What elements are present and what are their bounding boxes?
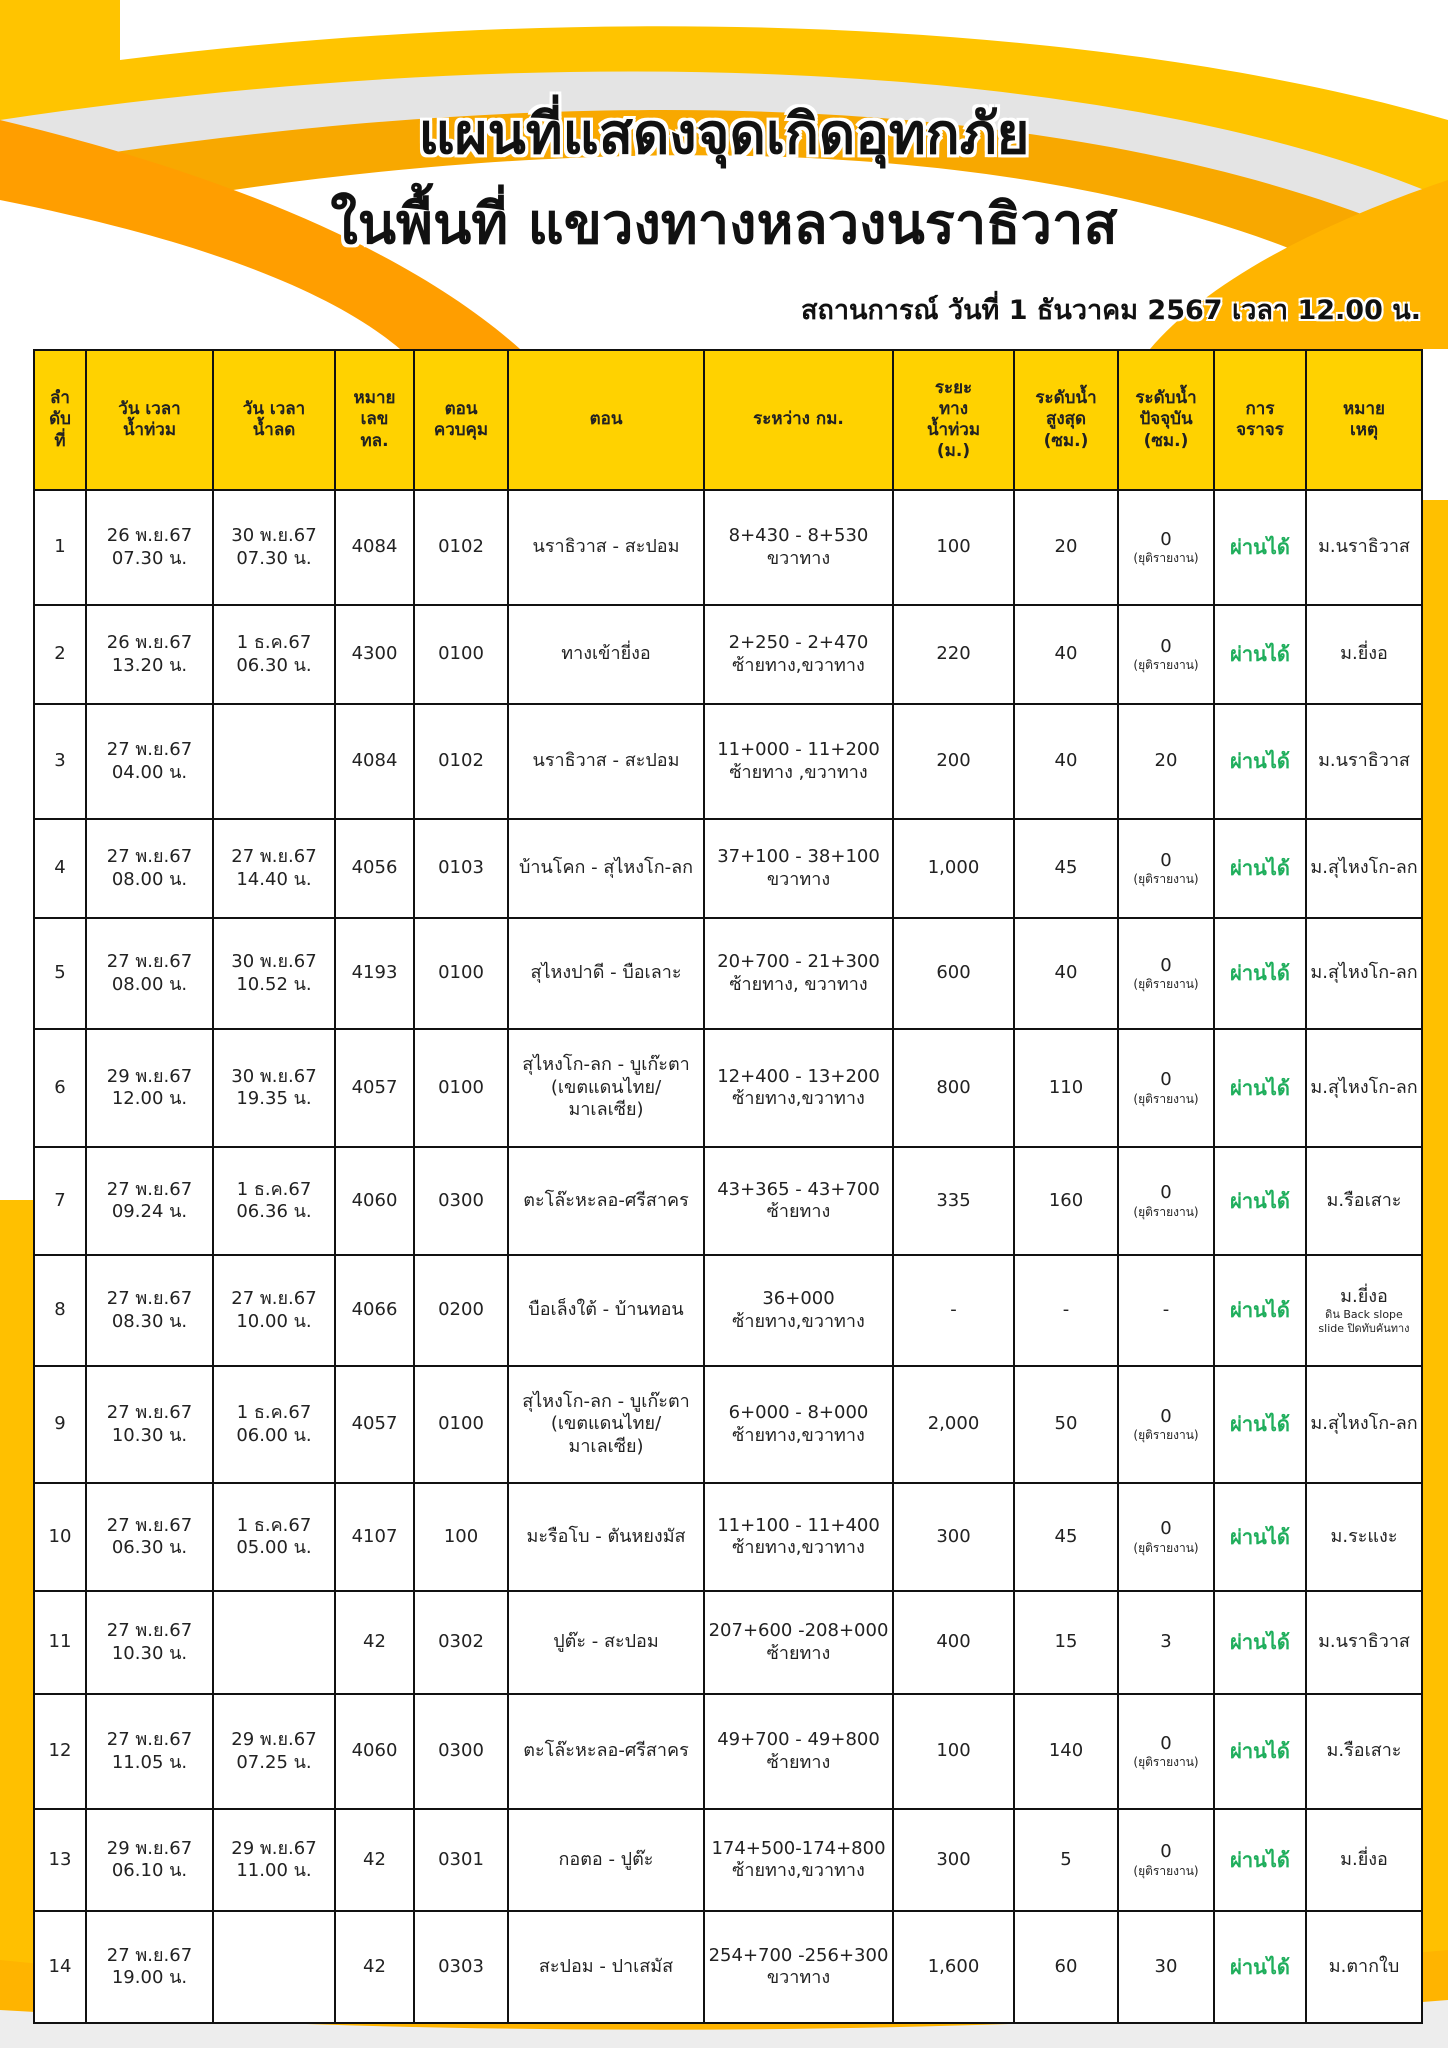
- page-title-line2: ในพื้นที่ แขวงทางหลวงนราธิวาส: [330, 192, 1118, 257]
- table-row: [34, 819, 1422, 918]
- cell-ctrl: 0300: [414, 1694, 508, 1809]
- cell-km: 6+000 - 8+000 ซ้ายทาง,ขวาทาง: [704, 1366, 893, 1483]
- traffic-status: ผ่านได้: [1214, 1255, 1306, 1366]
- cell-max: 15: [1014, 1591, 1118, 1694]
- column-header: ลำ ดับ ที่: [34, 350, 86, 490]
- cell-max: 40: [1014, 704, 1118, 819]
- column-header: หมาย เลข ทล.: [335, 350, 414, 490]
- remark: ม.นราธิวาส: [1318, 536, 1410, 558]
- cell-max: 45: [1014, 1483, 1118, 1591]
- cell-section: ตะโล๊ะหะลอ-ศรีสาคร: [508, 1694, 704, 1809]
- cell-km: 43+365 - 43+700 ซ้ายทาง: [704, 1147, 893, 1255]
- current-level-note: (ยุติรายงาน): [1133, 1428, 1199, 1443]
- cell-km: 8+430 - 8+530 ขวาทาง: [704, 490, 893, 605]
- current-level-note: (ยุติรายงาน): [1133, 551, 1199, 566]
- traffic-status: ผ่านได้: [1214, 819, 1306, 918]
- cell-km: 207+600 -208+000 ซ้ายทาง: [704, 1591, 893, 1694]
- cell-no: 6: [34, 1029, 86, 1147]
- current-level: 0: [1160, 1405, 1172, 1427]
- current-level-note: (ยุติรายงาน): [1133, 1540, 1199, 1555]
- cell-dist: 800: [893, 1029, 1014, 1147]
- cell-remark: [1306, 1591, 1422, 1694]
- table-row: [34, 704, 1422, 819]
- cell-remark: [1306, 1147, 1422, 1255]
- cell-km: 174+500-174+800 ซ้ายทาง,ขวาทาง: [704, 1809, 893, 1911]
- remark: ม.นราธิวาส: [1318, 750, 1410, 772]
- current-level: 20: [1154, 750, 1178, 772]
- current-level: 0: [1160, 1069, 1172, 1091]
- cell-route: 42: [335, 1911, 414, 2023]
- cell-section: นราธิวาส - สะปอม: [508, 490, 704, 605]
- cell-km: 49+700 - 49+800 ซ้ายทาง: [704, 1694, 893, 1809]
- cell-recede: 1 ธ.ค.67 06.00 น.: [213, 1366, 335, 1483]
- cell-section: บือเล็งใต้ - บ้านทอน: [508, 1255, 704, 1366]
- cell-max: 40: [1014, 918, 1118, 1029]
- cell-route: 4084: [335, 704, 414, 819]
- cell-dist: 100: [893, 1694, 1014, 1809]
- cell-recede: 1 ธ.ค.67 06.36 น.: [213, 1147, 335, 1255]
- cell-ctrl: 0103: [414, 819, 508, 918]
- column-header: ระดับน้ำ ปัจจุบัน (ซม.): [1118, 350, 1214, 490]
- cell-recede: 30 พ.ย.67 19.35 น.: [213, 1029, 335, 1147]
- traffic-status: ผ่านได้: [1214, 918, 1306, 1029]
- cell-ctrl: 0102: [414, 490, 508, 605]
- cell-no: 14: [34, 1911, 86, 2023]
- cell-route: 4060: [335, 1147, 414, 1255]
- remark: ม.สุไหงโก-ลก: [1310, 962, 1418, 984]
- cell-section: มะรือโบ - ตันหยงมัส: [508, 1483, 704, 1591]
- cell-km: 11+100 - 11+400 ซ้ายทาง,ขวาทาง: [704, 1483, 893, 1591]
- current-level-note: (ยุติรายงาน): [1133, 1204, 1199, 1219]
- cell-max: -: [1014, 1255, 1118, 1366]
- current-level: 30: [1154, 1955, 1178, 1977]
- cell-route: 4193: [335, 918, 414, 1029]
- cell-ctrl: 0300: [414, 1147, 508, 1255]
- column-header: ระหว่าง กม.: [704, 350, 893, 490]
- cell-remark: [1306, 704, 1422, 819]
- current-level-note: (ยุติรายงาน): [1133, 1091, 1199, 1106]
- column-header: วัน เวลา น้ำท่วม: [86, 350, 213, 490]
- cell-section: บ้านโคก - สุไหงโก-ลก: [508, 819, 704, 918]
- cell-cur: [1118, 918, 1214, 1029]
- remark: ม.สุไหงโก-ลก: [1310, 1076, 1418, 1098]
- cell-max: 60: [1014, 1911, 1118, 2023]
- cell-no: 2: [34, 605, 86, 704]
- cell-cur: [1118, 704, 1214, 819]
- traffic-status: ผ่านได้: [1214, 490, 1306, 605]
- cell-route: 4056: [335, 819, 414, 918]
- cell-no: 3: [34, 704, 86, 819]
- cell-no: 9: [34, 1366, 86, 1483]
- cell-route: 4084: [335, 490, 414, 605]
- column-header: หมาย เหตุ: [1306, 350, 1422, 490]
- table-row: [34, 605, 1422, 704]
- remark: ม.ยี่งอ: [1340, 1285, 1388, 1307]
- current-level: 0: [1160, 1518, 1172, 1540]
- cell-max: 5: [1014, 1809, 1118, 1911]
- cell-km: 20+700 - 21+300 ซ้ายทาง, ขวาทาง: [704, 918, 893, 1029]
- cell-no: 1: [34, 490, 86, 605]
- traffic-status: ผ่านได้: [1214, 1483, 1306, 1591]
- cell-dist: 1,000: [893, 819, 1014, 918]
- cell-ctrl: 0100: [414, 918, 508, 1029]
- traffic-status: ผ่านได้: [1214, 1147, 1306, 1255]
- table-header-row: [34, 350, 1422, 490]
- cell-remark: [1306, 918, 1422, 1029]
- cell-cur: [1118, 1029, 1214, 1147]
- cell-flood: 29 พ.ย.67 12.00 น.: [86, 1029, 213, 1147]
- cell-remark: [1306, 1809, 1422, 1911]
- traffic-status: ผ่านได้: [1214, 1366, 1306, 1483]
- cell-dist: 100: [893, 490, 1014, 605]
- cell-section: ปูต๊ะ - สะปอม: [508, 1591, 704, 1694]
- cell-cur: [1118, 1591, 1214, 1694]
- cell-recede: 1 ธ.ค.67 05.00 น.: [213, 1483, 335, 1591]
- remark: ม.ตากใบ: [1328, 1955, 1400, 1977]
- remark: ม.ระแงะ: [1330, 1525, 1398, 1547]
- cell-ctrl: 100: [414, 1483, 508, 1591]
- cell-km: 254+700 -256+300 ขวาทาง: [704, 1911, 893, 2023]
- cell-max: 110: [1014, 1029, 1118, 1147]
- current-level-note: (ยุติรายงาน): [1133, 658, 1199, 673]
- cell-flood: 27 พ.ย.67 08.30 น.: [86, 1255, 213, 1366]
- current-level: 0: [1160, 849, 1172, 871]
- current-level-note: (ยุติรายงาน): [1133, 1755, 1199, 1770]
- cell-cur: [1118, 1255, 1214, 1366]
- cell-recede: 29 พ.ย.67 07.25 น.: [213, 1694, 335, 1809]
- cell-flood: 29 พ.ย.67 06.10 น.: [86, 1809, 213, 1911]
- column-header: ตอน: [508, 350, 704, 490]
- cell-max: 20: [1014, 490, 1118, 605]
- cell-no: 10: [34, 1483, 86, 1591]
- remark: ม.ยี่งอ: [1340, 643, 1388, 665]
- cell-remark: [1306, 819, 1422, 918]
- cell-remark: [1306, 1366, 1422, 1483]
- cell-ctrl: 0301: [414, 1809, 508, 1911]
- cell-km: 36+000 ซ้ายทาง,ขวาทาง: [704, 1255, 893, 1366]
- table-row: [34, 1911, 1422, 2023]
- cell-section: สุไหงโก-ลก - บูเก๊ะตา (เขตแดนไทย/ มาเลเซีย): [508, 1029, 704, 1147]
- cell-ctrl: 0100: [414, 1029, 508, 1147]
- traffic-status: ผ่านได้: [1214, 704, 1306, 819]
- current-level: 0: [1160, 954, 1172, 976]
- cell-flood: 27 พ.ย.67 19.00 น.: [86, 1911, 213, 2023]
- traffic-status: ผ่านได้: [1214, 605, 1306, 704]
- cell-ctrl: 0302: [414, 1591, 508, 1694]
- traffic-status: ผ่านได้: [1214, 1591, 1306, 1694]
- cell-no: 8: [34, 1255, 86, 1366]
- cell-flood: 27 พ.ย.67 11.05 น.: [86, 1694, 213, 1809]
- cell-ctrl: 0100: [414, 1366, 508, 1483]
- cell-km: 37+100 - 38+100 ขวาทาง: [704, 819, 893, 918]
- cell-section: สุไหงปาดี - บือเลาะ: [508, 918, 704, 1029]
- table-row: [34, 1029, 1422, 1147]
- column-header: ระดับน้ำ สูงสุด (ซม.): [1014, 350, 1118, 490]
- cell-flood: 27 พ.ย.67 04.00 น.: [86, 704, 213, 819]
- cell-recede: 29 พ.ย.67 11.00 น.: [213, 1809, 335, 1911]
- cell-flood: 27 พ.ย.67 08.00 น.: [86, 819, 213, 918]
- cell-km: 11+000 - 11+200 ซ้ายทาง ,ขวาทาง: [704, 704, 893, 819]
- cell-cur: [1118, 490, 1214, 605]
- cell-recede: [213, 1911, 335, 2023]
- cell-flood: 27 พ.ย.67 10.30 น.: [86, 1591, 213, 1694]
- cell-dist: 220: [893, 605, 1014, 704]
- cell-cur: [1118, 1147, 1214, 1255]
- page-title-line1: แผนที่แสดงจุดเกิดอุทกภัย: [418, 102, 1030, 167]
- remark-note: ดิน Back slope slide ปิดทับคันทาง: [1318, 1308, 1410, 1335]
- cell-remark: [1306, 1694, 1422, 1809]
- cell-no: 4: [34, 819, 86, 918]
- current-level: 0: [1160, 635, 1172, 657]
- cell-ctrl: 0303: [414, 1911, 508, 2023]
- table-row: [34, 1694, 1422, 1809]
- cell-no: 13: [34, 1809, 86, 1911]
- cell-km: 2+250 - 2+470 ซ้ายทาง,ขวาทาง: [704, 605, 893, 704]
- traffic-status: ผ่านได้: [1214, 1911, 1306, 2023]
- remark: ม.รือเสาะ: [1326, 1740, 1402, 1762]
- cell-max: 40: [1014, 605, 1118, 704]
- cell-flood: 26 พ.ย.67 13.20 น.: [86, 605, 213, 704]
- table-row: [34, 1366, 1422, 1483]
- cell-flood: 27 พ.ย.67 09.24 น.: [86, 1147, 213, 1255]
- cell-remark: [1306, 1029, 1422, 1147]
- cell-section: ตะโล๊ะหะลอ-ศรีสาคร: [508, 1147, 704, 1255]
- cell-route: 4107: [335, 1483, 414, 1591]
- cell-dist: 200: [893, 704, 1014, 819]
- cell-section: กอตอ - ปูต๊ะ: [508, 1809, 704, 1911]
- cell-cur: [1118, 1366, 1214, 1483]
- cell-dist: -: [893, 1255, 1014, 1366]
- table-row: [34, 490, 1422, 605]
- cell-route: 42: [335, 1809, 414, 1911]
- cell-km: 12+400 - 13+200 ซ้ายทาง,ขวาทาง: [704, 1029, 893, 1147]
- column-header: การ จราจร: [1214, 350, 1306, 490]
- cell-section: สะปอม - ปาเสมัส: [508, 1911, 704, 2023]
- cell-route: 4057: [335, 1366, 414, 1483]
- current-level-note: (ยุติรายงาน): [1133, 1863, 1199, 1878]
- cell-recede: [213, 704, 335, 819]
- cell-flood: 27 พ.ย.67 08.00 น.: [86, 918, 213, 1029]
- cell-cur: [1118, 819, 1214, 918]
- cell-ctrl: 0102: [414, 704, 508, 819]
- traffic-status: ผ่านได้: [1214, 1029, 1306, 1147]
- cell-remark: [1306, 1255, 1422, 1366]
- cell-no: 5: [34, 918, 86, 1029]
- table-row: [34, 1483, 1422, 1591]
- cell-route: 4057: [335, 1029, 414, 1147]
- column-header: วัน เวลา น้ำลด: [213, 350, 335, 490]
- cell-flood: 26 พ.ย.67 07.30 น.: [86, 490, 213, 605]
- cell-max: 140: [1014, 1694, 1118, 1809]
- remark: ม.รือเสาะ: [1326, 1189, 1402, 1211]
- current-level: 0: [1160, 1732, 1172, 1754]
- cell-max: 50: [1014, 1366, 1118, 1483]
- current-level-note: (ยุติรายงาน): [1133, 872, 1199, 887]
- cell-no: 11: [34, 1591, 86, 1694]
- cell-cur: [1118, 1694, 1214, 1809]
- cell-recede: 30 พ.ย.67 07.30 น.: [213, 490, 335, 605]
- cell-section: นราธิวาส - สะปอม: [508, 704, 704, 819]
- current-level: 0: [1160, 528, 1172, 550]
- current-level: 0: [1160, 1841, 1172, 1863]
- cell-remark: [1306, 490, 1422, 605]
- current-level: 3: [1160, 1631, 1172, 1653]
- cell-no: 7: [34, 1147, 86, 1255]
- cell-cur: [1118, 1911, 1214, 2023]
- cell-flood: 27 พ.ย.67 06.30 น.: [86, 1483, 213, 1591]
- current-level: 0: [1160, 1182, 1172, 1204]
- cell-ctrl: 0100: [414, 605, 508, 704]
- cell-dist: 1,600: [893, 1911, 1014, 2023]
- cell-dist: 400: [893, 1591, 1014, 1694]
- remark: ม.สุไหงโก-ลก: [1310, 1413, 1418, 1435]
- table-row: [34, 1147, 1422, 1255]
- cell-no: 12: [34, 1694, 86, 1809]
- remark: ม.สุไหงโก-ลก: [1310, 857, 1418, 879]
- remark: ม.นราธิวาส: [1318, 1631, 1410, 1653]
- cell-recede: 27 พ.ย.67 14.40 น.: [213, 819, 335, 918]
- cell-section: ทางเข้ายี่งอ: [508, 605, 704, 704]
- remark: ม.ยี่งอ: [1340, 1848, 1388, 1870]
- cell-cur: [1118, 1809, 1214, 1911]
- cell-flood: 27 พ.ย.67 10.30 น.: [86, 1366, 213, 1483]
- cell-remark: [1306, 605, 1422, 704]
- cell-remark: [1306, 1483, 1422, 1591]
- situation-date: สถานการณ์ วันที่ 1 ธันวาคม 2567 เวลา 12.00 น.: [801, 295, 1421, 326]
- cell-recede: 30 พ.ย.67 10.52 น.: [213, 918, 335, 1029]
- flood-table: [33, 349, 1423, 2024]
- cell-section: สุไหงโก-ลก - บูเก๊ะตา (เขตแดนไทย/ มาเลเซีย): [508, 1366, 704, 1483]
- column-header: ตอน ควบคุม: [414, 350, 508, 490]
- cell-dist: 2,000: [893, 1366, 1014, 1483]
- current-level: -: [1162, 1299, 1170, 1321]
- cell-cur: [1118, 605, 1214, 704]
- cell-dist: 600: [893, 918, 1014, 1029]
- cell-route: 4060: [335, 1694, 414, 1809]
- current-level-note: (ยุติรายงาน): [1133, 977, 1199, 992]
- cell-recede: 27 พ.ย.67 10.00 น.: [213, 1255, 335, 1366]
- cell-max: 45: [1014, 819, 1118, 918]
- cell-max: 160: [1014, 1147, 1118, 1255]
- cell-remark: [1306, 1911, 1422, 2023]
- table-row: [34, 918, 1422, 1029]
- traffic-status: ผ่านได้: [1214, 1694, 1306, 1809]
- cell-cur: [1118, 1483, 1214, 1591]
- column-header: ระยะ ทาง น้ำท่วม (ม.): [893, 350, 1014, 490]
- cell-recede: [213, 1591, 335, 1694]
- cell-route: 42: [335, 1591, 414, 1694]
- cell-ctrl: 0200: [414, 1255, 508, 1366]
- cell-dist: 300: [893, 1809, 1014, 1911]
- cell-dist: 335: [893, 1147, 1014, 1255]
- table-row: [34, 1591, 1422, 1694]
- cell-recede: 1 ธ.ค.67 06.30 น.: [213, 605, 335, 704]
- table-row: [34, 1809, 1422, 1911]
- cell-dist: 300: [893, 1483, 1014, 1591]
- cell-route: 4300: [335, 605, 414, 704]
- table-row: [34, 1255, 1422, 1366]
- traffic-status: ผ่านได้: [1214, 1809, 1306, 1911]
- cell-route: 4066: [335, 1255, 414, 1366]
